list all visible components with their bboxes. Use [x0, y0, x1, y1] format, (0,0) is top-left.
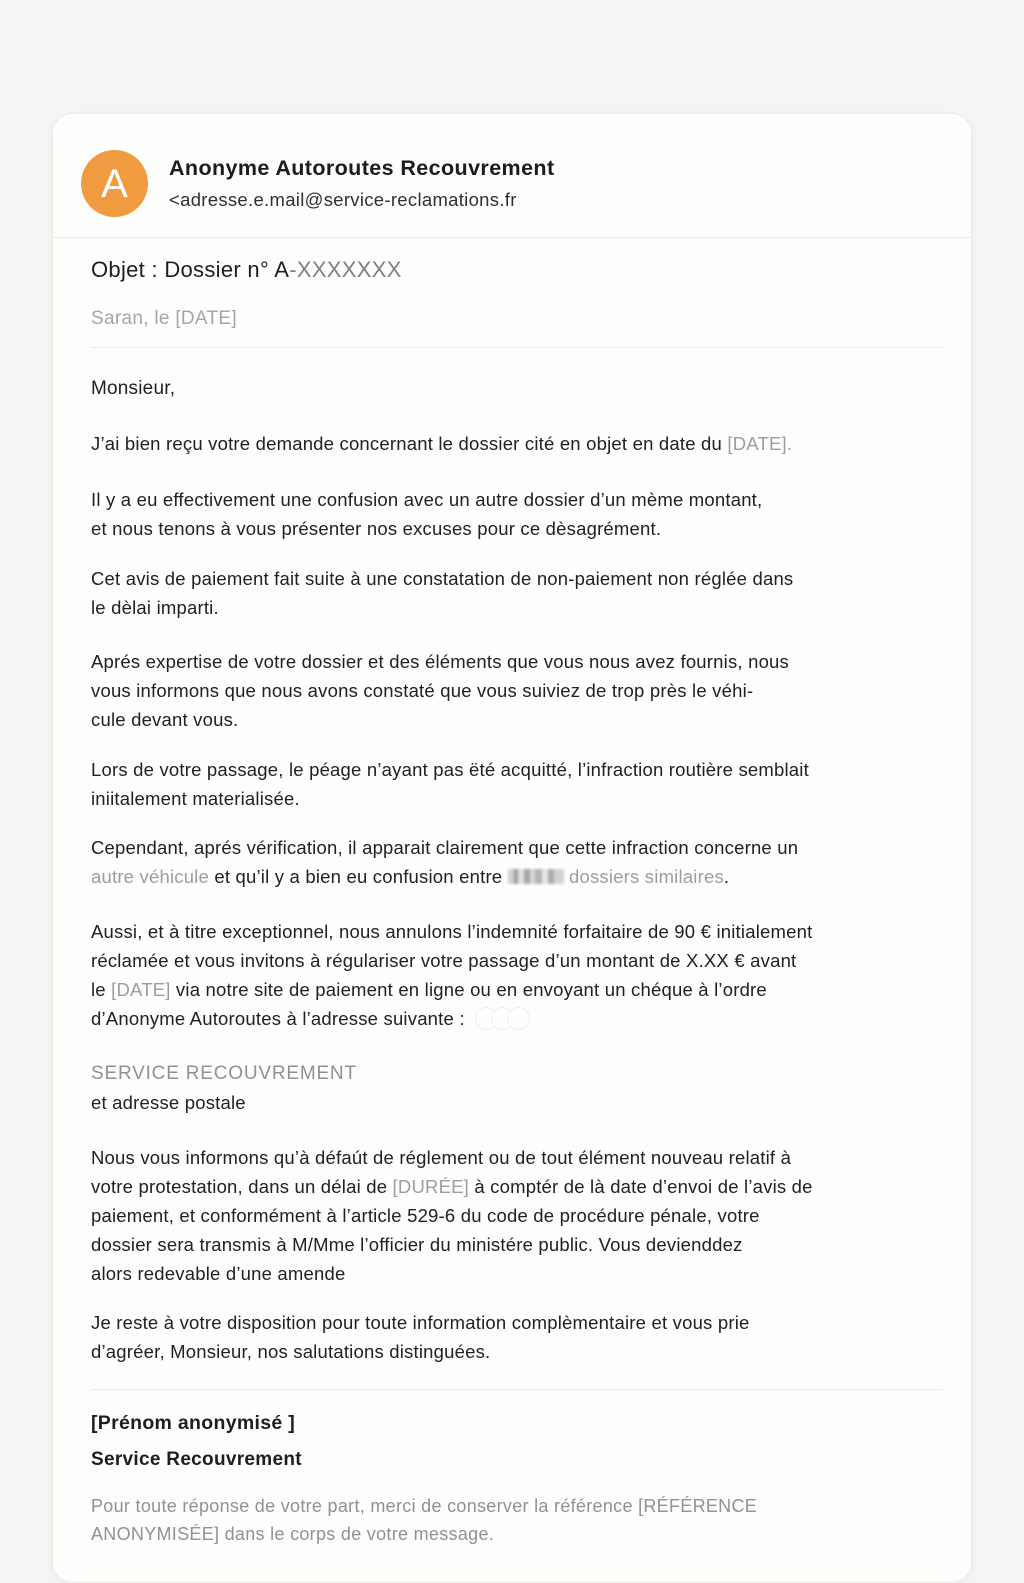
redacted-text-blur — [508, 869, 564, 884]
date-place-line: Saran, le [DATE] — [91, 308, 237, 329]
sender-meta — [169, 156, 555, 211]
placeholder-text: autre véhicule — [91, 866, 209, 887]
redaction-circles — [470, 1007, 530, 1038]
body-text: . — [723, 866, 730, 887]
footer-line-1: Pour toute réponse de votre part, merci de conserver la référence [RÉFÉRENCE — [91, 1496, 758, 1516]
body-text: Aprés expertise de votre dossier et des éléments que vous nous avez fournis, nous — [91, 651, 789, 672]
body-text: dossier sera transmis à M/Mme l’officier du ministére public. Vous devienddez — [91, 1234, 743, 1255]
email-header — [53, 114, 971, 238]
body-text: Monsieur, — [91, 378, 176, 399]
email-card — [52, 113, 972, 1583]
sender-email: <adresse.e.mail@service-reclamations.fr — [169, 189, 517, 210]
body-text: et qu’il y a bien eu confusion entre — [208, 866, 508, 887]
placeholder-text: [DATE] — [111, 979, 171, 1000]
body-text: le — [91, 979, 112, 1000]
footer-line-2: ANONYMISÉE] dans le corps de votre message. — [91, 1524, 495, 1544]
paragraph-disposition — [91, 1308, 943, 1366]
body-text: Cependant, aprés vérification, il apparait clairement que cette infraction concerne un — [91, 837, 799, 858]
body-text: et nous tenons à vous présenter nos excuses pour ce dèsagrément. — [91, 518, 662, 539]
body-text: Je reste à votre disposition pour toute information complèmentaire et vous prie — [91, 1312, 750, 1333]
body-text: iniitalement materialisée. — [91, 788, 300, 809]
paragraph-defaut — [91, 1143, 943, 1288]
body-text: le dèlai imparti. — [91, 597, 219, 618]
sender-avatar — [81, 150, 148, 217]
header-divider — [91, 347, 943, 348]
body-text: J’ai bien reçu votre demande concernant le dossier cité en objet en date du — [91, 433, 728, 454]
signature-role: Service Recouvrement — [91, 1449, 302, 1470]
body-text: alors redevable d’une amende — [91, 1263, 346, 1284]
avatar-letter: A — [101, 161, 128, 206]
body-text: d’Anonyme Autoroutes à l’adresse suivante : — [91, 1008, 471, 1029]
body-text: Aussi, et à titre exceptionnel, nous annulons l’indemnité forfaitaire de 90 € initialement — [91, 921, 813, 942]
email-content — [53, 257, 971, 1548]
sender-name: Anonyme Autoroutes Recouvrement — [169, 156, 555, 180]
body-text: Nous vous informons qu’à défaút de réglement ou de tout élément nouveau relatif à — [91, 1147, 792, 1168]
subject-line — [91, 257, 943, 283]
body-text: votre protestation, dans un délai de — [91, 1176, 393, 1197]
body-text: Cet avis de paiement fait suite à une constatation de non-paiement non réglée dans — [91, 568, 794, 589]
body-text: réclamée et vous invitons à régulariser votre passage d’un montant de X.XX € avant — [91, 950, 797, 971]
signature-name: [Prénom anonymisé ] — [91, 1412, 295, 1434]
paragraph-expertise — [91, 647, 943, 734]
body-text: Lors de votre passage, le péage n’ayant pas ëté acquitté, l’infraction routière semblait — [91, 759, 809, 780]
body-text: d’agréer, Monsieur, nos salutations distinguées. — [91, 1341, 491, 1362]
footer-note — [91, 1492, 943, 1548]
body-text: à comptér de là date d’envoi de l’avis de — [469, 1176, 813, 1197]
body-text: et adresse postale — [91, 1092, 246, 1113]
salutation — [91, 374, 943, 403]
paragraph-annulation — [91, 917, 943, 1038]
body-text: via notre site de paiement en ligne ou en envoyant un chéque à l’ordre — [170, 979, 767, 1000]
placeholder-text: [DATE]. — [727, 433, 793, 454]
letter-body — [91, 374, 943, 1366]
placeholder-text: dossiers similaires — [568, 866, 724, 887]
body-text: cule devant vous. — [91, 709, 239, 730]
paragraph-passage — [91, 755, 943, 813]
body-text: paiement, et conformément à l’article 529-6 du code de procédure pénale, votre — [91, 1205, 760, 1226]
subject-label: Objet : Dossier n° A — [91, 257, 290, 282]
paragraph-avis — [91, 564, 943, 622]
paragraph-reception — [91, 429, 943, 458]
body-text: vous informons que nous avons constaté que vous suiviez de trop près le véhi- — [91, 680, 754, 701]
paragraph-verification — [91, 833, 943, 891]
signature-divider — [91, 1389, 943, 1390]
placeholder-text: SERVICE RECOUVREMENT — [91, 1063, 357, 1084]
subject-redacted-number: -XXXXXXX — [289, 257, 402, 282]
placeholder-text: [DURÉE] — [392, 1176, 469, 1197]
paragraph-adresse — [91, 1058, 943, 1117]
paragraph-confusion — [91, 485, 943, 543]
body-text: Il y a eu effectivement une confusion avec un autre dossier d’un mème montant, — [91, 489, 763, 510]
